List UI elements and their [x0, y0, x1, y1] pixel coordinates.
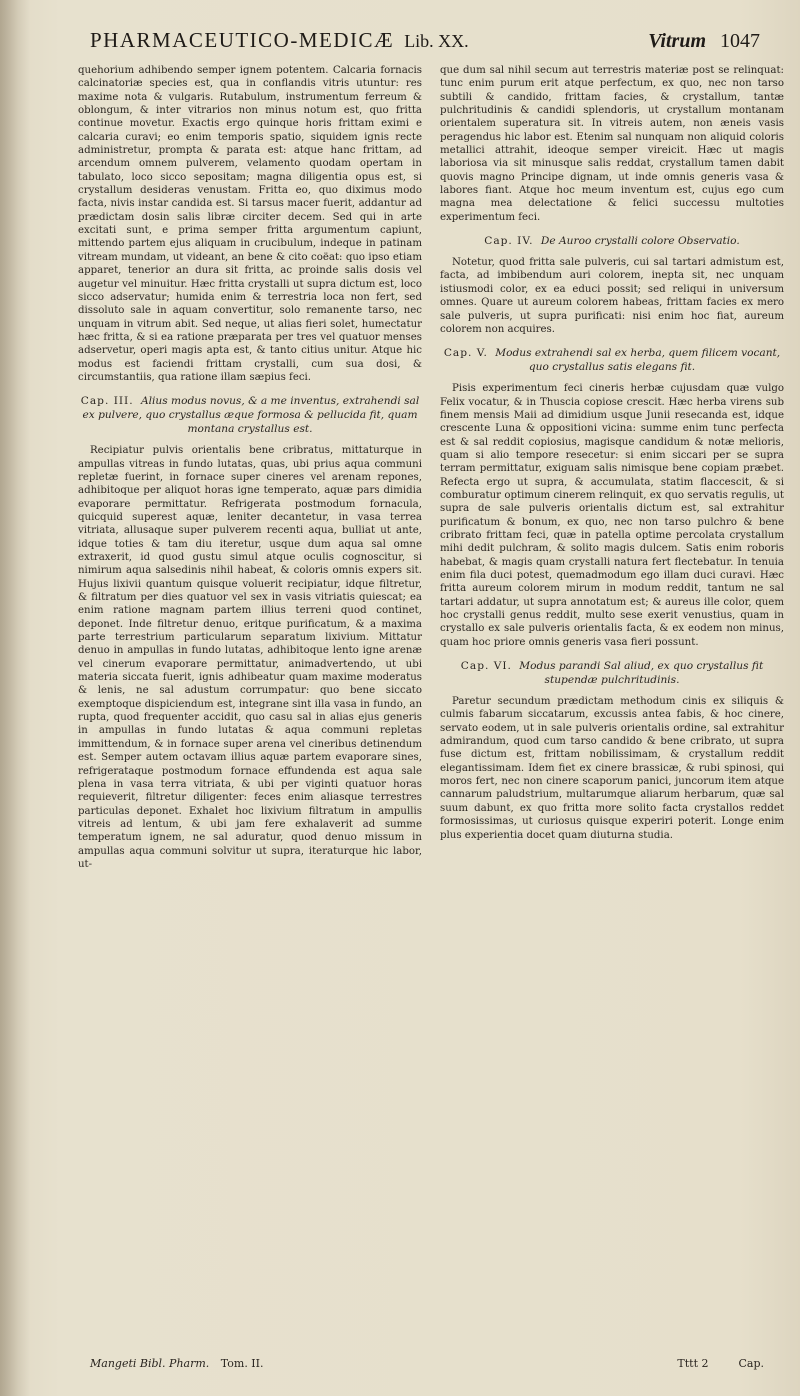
signature-text: Mangeti Bibl. Pharm. [90, 1357, 210, 1370]
chapter-heading [78, 394, 422, 436]
catchword: Cap. [738, 1357, 764, 1370]
running-head [90, 28, 760, 62]
chapter-label: Cap. III. [80, 395, 134, 408]
paragraph: Notetur, quod fritta sale pulveris, cui sal tartari admistum est, facta, ad imbibendum auri colorem, inepta sit, nec unquam istiusmodi color, ex ea educi possit; sed reliqui in universum omnes. Quare ut aureum colorem habeas, frittam facies ex mero sale pulveris, ut supra purificati: nisi enim hoc fiat, aureum colorem non acquires. [440, 257, 784, 335]
chapter-title: Modus parandi Sal aliud, ex quo crystallus fit stupendæ pulchritudinis. [519, 660, 764, 687]
chapter-label: Cap. VI. [460, 660, 512, 673]
binding-shadow [0, 0, 30, 1396]
tome-text: Tom. II. [220, 1357, 264, 1370]
chapter-heading [440, 659, 784, 687]
paragraph: que dum sal nihil secum aut terrestris materiæ post se relinquat: tunc enim purum erit atque perfectum, ex quo, nec non tarso subtili & candido, frittam facies, & crystallum, tantæ pulchritudinis & candidi splendoris, ut crystallum montanam orientalem superatura sit. In vitreis autem, non æneis vasis peragendus hic labor est. Etenim sal nunquam non aliquid coloris metallici attrahit, ideoque semper vireicit. Hæc ut magis laboriosa via sit minusque salis reddat, crystallum tamen dabit quovis magno Principe dignam, ut inde omnis generis vasa & labores fiant. Atque hoc meum inventum est, cujus ego cum magna mea delectatione & felici successu multoties experimentum feci. [440, 65, 784, 223]
paragraph: Pisis experimentum feci cineris herbæ cujusdam quæ vulgo Felix vocatur, & in Thuscia copiose crescit. Hæc herba virens sub finem mensis Maii ad dimidium usque Junii resecanda est, idque crescente Luna & oppositioni vicina: summe enim tunc perfecta est & sal reddit copiosius, magisque candidum & notæ melioris, quam si alio tempore resecetur: si enim siccari per se supra terram permittatur, exiguam salis nimisque bene copiam præbet. Refecta ergo ut supra, & accumulata, statim flaccescit, & si comburatur optimum cinerem relinquit, ex quo servatis regulis, ut supra de sale pulveris orientalis dictum est, sal extrahitur purificatum & bonum, ex quo, nec non tarso pulchro & bene cribrato frittam feci, quæ in patella optime percolata crystallum mihi dedit pulchram, & solito magis dulcem. Satis enim roboris habebat, & magis quam crystalli natura fert flectebatur. In tenuia enim fila duci potest, quemadmodum ego illam duci curavi. Hæc fritta aureum colorem mirum in modum reddit, tantum ne sal tartari addatur, ut supra annotatum est; & aureus ille color, quem hoc crystalli genus reddit, multo sese exerit venustius, quam in crystallo ex sale pulveris orientalis facta, & ex eodem non minus, quam hoc priore omnis generis vasa fieri possunt. [440, 383, 784, 648]
paragraph: Paretur secundum prædictam methodum cinis ex siliquis & culmis fabarum siccatarum, excussis antea fabis, & hoc cinere, servato eodem, ut in sale pulveris orientalis ordine, sal extrahitur admirandum, quod cum tarso candido & bene cribrato, ut supra fuse dictum est, frittam nobilissimam, & crystallum reddit elegantissimam. Idem fiet ex cinere brassicæ, & rubi spinosi, qui moros fert, nec non cinere scaporum panici, juncorum item atque cannarum paludstrium, multarumque aliarum herbarum, quæ sal suum dabunt, ex quo fritta more solito facta crystallos reddet formosissimas, ut curiosus quisque experiri poterit. Longe enim plus experientia docet quam diuturna studia. [440, 696, 784, 841]
text-columns [78, 64, 784, 1356]
left-column [78, 64, 422, 1356]
book-number: Lib. XX. [404, 31, 469, 51]
page-number: 1047 [720, 30, 760, 52]
chapter-title: De Auroo crystalli colore Observatio. [540, 235, 740, 248]
paragraph: Recipiatur pulvis orientalis bene cribratus, mittaturque in ampullas vitreas in fundo lutatas, quas, ubi prius aqua communi repletæ fuerint, in fornace super cineres vel arenam repones, adhibitoque per aliquot horas igne temperato, aquæ pars dimidia evaporare permittatur. Refrigerata postmodum fornacula, quicquid superest aquæ, leniter decantetur, in vasa terrea vitriata, allusaque super pulverem recenti aqua, bulliat ut ante, idque toties & tam diu iteretur, usque dum aqua sal omne extraxerit, id quod gustu simul atque oculis cognoscitur, si nimirum aqua salsedinis nihil habeat, & coloris omnis expers sit. Hujus lixivii quantum quisque voluerit recipiatur, idque filtretur, & filtratum per dies quatuor vel sex in vasis vitriatis quiescat; ea enim ratione magnam partem illius terreni quod continet, deponet. Inde filtretur denuo, eritque purificatum, & a maxima parte terrestrium particularum separatum lixivium. Mittatur denuo in ampullas in fundo lutatas, adhibitoque lento igne arenæ vel cinerum evaporare permittatur, animadvertendo, ut ubi materia siccata fuerit, ignis adhibeatur quam maxime moderatus & lenis, ne sal adustum corrumpatur: quo bene siccato exemptoque dispiciendum est, integrane sint illa vasa in fundo, an rupta, quod frequenter accidit, quo casu sal in alias ejus generis in ampullas in fundo lutatas & aqua communi repletas immittendum, & in fornace super arena vel cineribus detinendum est. Semper autem octavam illius aquæ partem evaporare sines, refrigerataque postmodum fornace effundenda est aqua sale plena in vasa terra vitriata, & ubi per viginti quatuor horas requieverit, filtretur diligenter: feces enim aliasque terrestres particulas deponet. Exhalet hoc lixivium filtratum in ampullis vitreis ad lentum, & ubi jam fere exhalaverit ad summe temperatum ignem, ne sal aduratur, quod denuo missum in ampullas aqua communi solvitur ut supra, iteraturque hic labor, ut- [78, 445, 422, 870]
chapter-label: Cap. IV. [484, 235, 534, 248]
chapter-label: Cap. V. [443, 347, 488, 360]
chapter-title: Alius modus novus, & a me inventus, extrahendi sal ex pulvere, quo crystallus æque formosa & pellucida fit, quam montana crystallus est. [82, 395, 420, 436]
section-subject: Vitrum [648, 30, 706, 52]
sheet-mark: Tttt 2 [677, 1357, 709, 1370]
footer-signature [90, 1357, 264, 1370]
chapter-heading [440, 234, 784, 248]
chapter-heading [440, 346, 784, 374]
paragraph: quehorium adhibendo semper ignem potentem. Calcaria fornacis calcinatoriæ species est, qua in conflandis vitris utuntur: res maxime nota & vulgaris. Rutabulum, instrumentum ferreum & oblongum, & inter vitrarios non minus notum est, quo fritta continue movetur. Exactis ergo quinque horis frittam eximi e calcaria curavi; eo enim temporis spatio, siquidem ignis recte administretur, prompta & parata est: atque hanc frittam, ad arcendum omnem pulverem, velamento quodam opertam in tabulato, loco sicco sepositam; magna diligentia opus est, si crystallum desideras venustam. Fritta eo, quo diximus modo facta, nivis instar candida est. Si tarsus macer fuerit, addantur ad prædictam dosin salis libræ circiter decem. Sed qui in arte excitati sunt, e prima semper fritta argumentum capiunt, mittendo partem ejus aliquam in crucibulum, indeque in patinam vitream mundam, ut videant, an bene & cito coëat: quo ipso etiam apparet, tenerior an dura sit fritta, ac proinde salis dosis vel augetur vel minuitur. Hæc fritta crystalli ut supra dictum est, loco sicco adservatur; humida enim & terrestria loca non fert, sed dissoluto sale in aquam convertitur, solo remanente tarso, nec unquam in vitrum abit. Sed neque, ut alias fieri solet, humectatur hæc fritta, & si ea ratione præparata per tres vel quatuor menses adservetur, operi magis apta est, & tanto citius unitur. Atque hic modus est faciendi frittam crystalli, cum sua dosi, & circumstantiis, qua ratione illam sæpius feci. [78, 65, 422, 383]
right-column [440, 64, 784, 1356]
footer-marks [677, 1357, 764, 1370]
running-title: PHARMACEUTICO-MEDICÆ [90, 28, 395, 52]
chapter-title: Modus extrahendi sal ex herba, quem filicem vocant, quo crystallus satis elegans fit. [495, 347, 781, 374]
